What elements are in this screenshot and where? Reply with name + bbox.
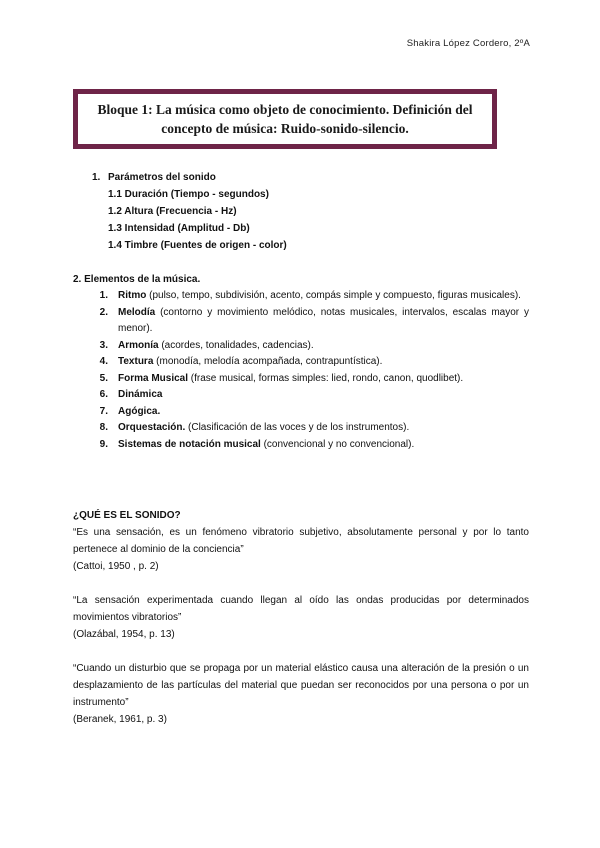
- list-item-desc: (contorno y movimiento melódico, notas musicales, intervalos, escalas mayor y menor).: [118, 306, 529, 334]
- parametro-item: 1.4 Timbre (Fuentes de origen - color): [108, 240, 287, 251]
- list-item: [73, 371, 529, 388]
- list-item: [73, 354, 529, 371]
- quote-text: “Es una sensación, es un fenómeno vibratorio subjetivo, absolutamente personal y por lo tanto pertenece al dominio de la conciencia”: [73, 527, 529, 555]
- list-item-desc: (acordes, tonalidades, cadencias).: [158, 339, 314, 351]
- list-item-term: Agógica.: [118, 405, 161, 417]
- list-item: [73, 437, 529, 454]
- parametros-heading: [92, 169, 287, 186]
- list-item-num: 9.: [99, 438, 108, 450]
- parametros-heading-num: 1.: [92, 172, 101, 183]
- title-box: [73, 89, 497, 149]
- list-item-term: Sistemas de notación musical: [118, 438, 261, 450]
- page-title: [98, 100, 473, 138]
- elementos-heading: 2. Elementos de la música.: [73, 274, 201, 285]
- list-item-term: Textura: [118, 356, 154, 367]
- list-item-desc: (convencional y no convencional).: [260, 438, 415, 450]
- list-item-num: 2.: [99, 306, 108, 318]
- list-item: [73, 288, 529, 305]
- parametros-section: [92, 169, 287, 254]
- parametros-heading-text: Parámetros del sonido: [108, 172, 216, 183]
- quote-citation: (Beranek, 1961, p. 3): [73, 714, 167, 725]
- quote-citation: (Cattoi, 1950 , p. 2): [73, 561, 159, 572]
- parametro-item: 1.3 Intensidad (Amplitud - Db): [108, 223, 250, 234]
- quote-text: “La sensación experimentada cuando llegan al oído las ondas producidas por determinados movimientos vibratorios”: [73, 595, 529, 623]
- list-item-term: Ritmo: [118, 290, 147, 301]
- list-item-num: 4.: [99, 356, 108, 367]
- title-line-2: concepto de música: Ruido-sonido-silencio.: [161, 121, 409, 136]
- list-item-desc: (pulso, tempo, subdivisión, acento, compás simple y compuesto, figuras musicales).: [146, 290, 521, 301]
- list-item-num: 3.: [99, 339, 108, 351]
- list-item-num: 6.: [99, 389, 108, 400]
- list-item-term: Melodía: [118, 306, 156, 318]
- list-item-num: 1.: [99, 290, 108, 301]
- list-item-num: 8.: [99, 422, 108, 433]
- list-item: [73, 404, 529, 421]
- list-item-desc: (monodía, melodía acompañada, contrapuntística).: [153, 356, 383, 367]
- author-header: Shakira López Cordero, 2ºA: [406, 38, 530, 49]
- list-item-term: Armonía: [118, 339, 159, 351]
- list-item-term: Dinámica: [118, 389, 163, 400]
- list-item-desc: (Clasificación de las voces y de los instrumentos).: [185, 422, 410, 433]
- quote-citation: (Olazábal, 1954, p. 13): [73, 629, 175, 640]
- sonido-section: [73, 507, 529, 728]
- title-line-1: Bloque 1: La música como objeto de conocimiento. Definición del: [97, 102, 473, 117]
- list-item: [73, 420, 529, 437]
- parametro-item: 1.1 Duración (Tiempo - segundos): [108, 189, 269, 200]
- list-item: [73, 387, 529, 404]
- list-item: [73, 338, 529, 355]
- sonido-heading: ¿QUÉ ES EL SONIDO?: [73, 510, 181, 521]
- spacer: [73, 643, 529, 660]
- list-item-num: 5.: [99, 372, 108, 384]
- parametro-item: 1.2 Altura (Frecuencia - Hz): [108, 206, 237, 217]
- list-item-term: Forma Musical: [118, 372, 189, 384]
- elementos-list: [73, 288, 529, 453]
- list-item-term: Orquestación.: [118, 422, 186, 433]
- quote-text: “Cuando un disturbio que se propaga por un material elástico causa una alteración de la presión o un desplazamiento de las partículas del material que puedan ser reconocidos por una persona o por un instrumento”: [73, 663, 529, 708]
- list-item-num: 7.: [99, 405, 108, 417]
- spacer: [73, 575, 529, 592]
- list-item-desc: (frase musical, formas simples: lied, rondo, canon, quodlibet).: [188, 372, 464, 384]
- list-item: [73, 305, 529, 338]
- elementos-section: [73, 271, 529, 453]
